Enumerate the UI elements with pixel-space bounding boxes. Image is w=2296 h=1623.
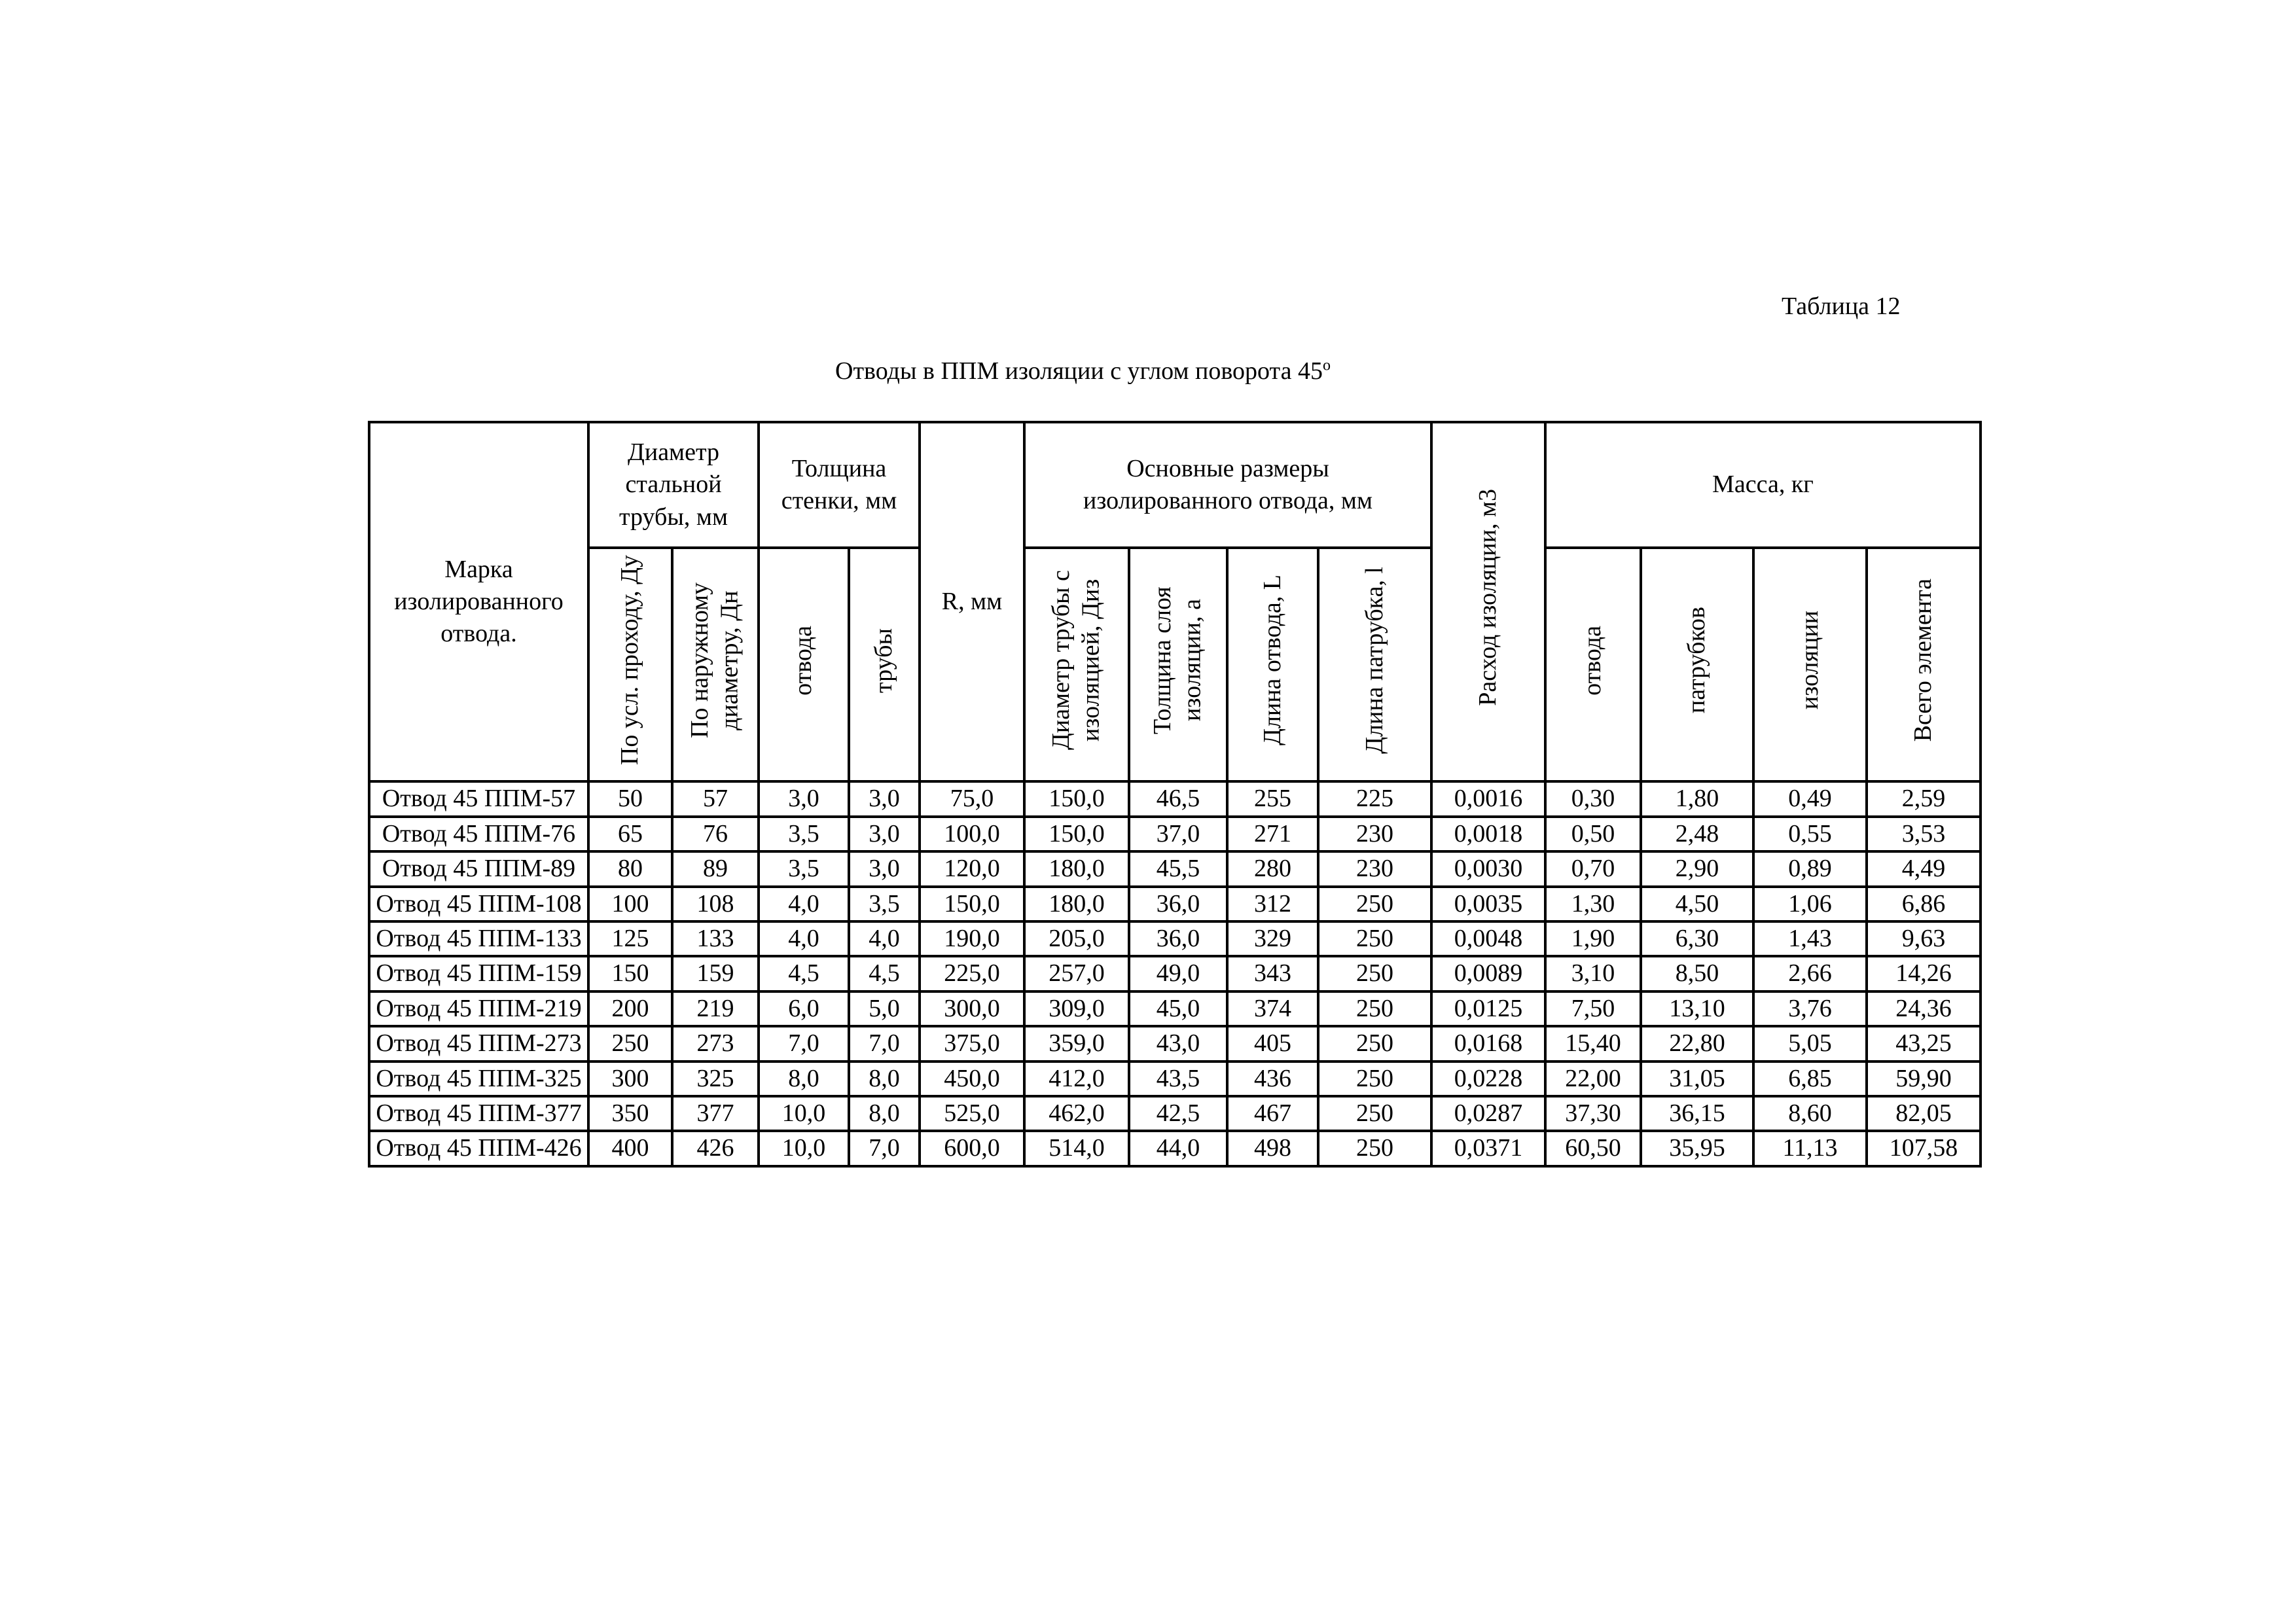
table-cell: 514,0: [1024, 1131, 1129, 1166]
table-cell: 5,0: [849, 991, 920, 1026]
table-cell: 6,30: [1641, 921, 1753, 956]
table-cell: 0,0287: [1431, 1096, 1545, 1131]
table-cell: 3,76: [1753, 991, 1867, 1026]
table-cell: 3,5: [759, 851, 849, 886]
table-cell: 359,0: [1024, 1026, 1129, 1061]
table-cell: 325: [672, 1061, 759, 1096]
table-cell: 10,0: [759, 1096, 849, 1131]
table-row: [369, 887, 1981, 921]
table-cell: 150,0: [1024, 781, 1129, 816]
table-cell: 8,50: [1641, 956, 1753, 991]
table-cell: 36,15: [1641, 1096, 1753, 1131]
table-cell: 4,5: [759, 956, 849, 991]
table-cell: 225,0: [920, 956, 1024, 991]
table-cell: 150: [588, 956, 672, 991]
table-cell: 133: [672, 921, 759, 956]
table-cell: 36,0: [1129, 887, 1227, 921]
table-cell: 8,0: [759, 1061, 849, 1096]
table-cell: 1,90: [1545, 921, 1641, 956]
table-cell: 374: [1227, 991, 1318, 1026]
header-mass: Масса, кг: [1545, 422, 1981, 548]
bends-table: [368, 421, 1982, 1168]
cell-brand: Отвод 45 ППМ-219: [369, 991, 588, 1026]
table-title: [835, 357, 1331, 385]
header-wall-bend: отвода: [759, 548, 849, 781]
table-cell: 100,0: [920, 817, 1024, 851]
cell-brand: Отвод 45 ППМ-133: [369, 921, 588, 956]
table-cell: 2,90: [1641, 851, 1753, 886]
table-cell: 4,50: [1641, 887, 1753, 921]
table-cell: 219: [672, 991, 759, 1026]
table-cell: 108: [672, 887, 759, 921]
header-wall-thickness: Толщина стенки, мм: [759, 422, 920, 548]
table-cell: 309,0: [1024, 991, 1129, 1026]
table-cell: 300,0: [920, 991, 1024, 1026]
table-cell: 125: [588, 921, 672, 956]
cell-brand: Отвод 45 ППМ-108: [369, 887, 588, 921]
table-cell: 0,55: [1753, 817, 1867, 851]
cell-brand: Отвод 45 ППМ-57: [369, 781, 588, 816]
table-cell: 1,06: [1753, 887, 1867, 921]
cell-brand: Отвод 45 ППМ-325: [369, 1061, 588, 1096]
cell-brand: Отвод 45 ППМ-159: [369, 956, 588, 991]
table-cell: 49,0: [1129, 956, 1227, 991]
table-cell: 43,0: [1129, 1026, 1227, 1061]
table-cell: 7,50: [1545, 991, 1641, 1026]
table-cell: 230: [1318, 817, 1431, 851]
table-cell: 76: [672, 817, 759, 851]
table-cell: 24,36: [1867, 991, 1981, 1026]
table-cell: 467: [1227, 1096, 1318, 1131]
table-cell: 412,0: [1024, 1061, 1129, 1096]
table-cell: 0,0168: [1431, 1026, 1545, 1061]
cell-brand: Отвод 45 ППМ-76: [369, 817, 588, 851]
table-cell: 8,60: [1753, 1096, 1867, 1131]
header-diz: Диаметр трубы с изоляцией, Диз: [1024, 548, 1129, 781]
table-cell: 8,0: [849, 1061, 920, 1096]
table-cell: 3,10: [1545, 956, 1641, 991]
table-cell: 7,0: [849, 1131, 920, 1166]
table-cell: 36,0: [1129, 921, 1227, 956]
table-title-text: Отводы в ППМ изоляции с углом поворота 45: [835, 357, 1323, 385]
table-cell: 46,5: [1129, 781, 1227, 816]
table-cell: 7,0: [759, 1026, 849, 1061]
table-cell: 180,0: [1024, 851, 1129, 886]
table-cell: 250: [1318, 1026, 1431, 1061]
table-cell: 50: [588, 781, 672, 816]
table-cell: 0,70: [1545, 851, 1641, 886]
table-row: [369, 1061, 1981, 1096]
table-cell: 271: [1227, 817, 1318, 851]
table-cell: 498: [1227, 1131, 1318, 1166]
table-cell: 150,0: [920, 887, 1024, 921]
table-cell: 329: [1227, 921, 1318, 956]
table-cell: 44,0: [1129, 1131, 1227, 1166]
table-cell: 0,0016: [1431, 781, 1545, 816]
table-cell: 3,0: [759, 781, 849, 816]
table-cell: 57: [672, 781, 759, 816]
table-cell: 65: [588, 817, 672, 851]
table-cell: 7,0: [849, 1026, 920, 1061]
header-mass-total: Всего элемента: [1867, 548, 1981, 781]
table-cell: 4,5: [849, 956, 920, 991]
table-cell: 15,40: [1545, 1026, 1641, 1061]
table-cell: 0,89: [1753, 851, 1867, 886]
table-cell: 450,0: [920, 1061, 1024, 1096]
table-cell: 3,5: [759, 817, 849, 851]
table-cell: 257,0: [1024, 956, 1129, 991]
table-cell: 9,63: [1867, 921, 1981, 956]
table-cell: 14,26: [1867, 956, 1981, 991]
table-cell: 37,30: [1545, 1096, 1641, 1131]
table-cell: 31,05: [1641, 1061, 1753, 1096]
table-cell: 312: [1227, 887, 1318, 921]
table-cell: 107,58: [1867, 1131, 1981, 1166]
table-cell: 6,85: [1753, 1061, 1867, 1096]
table-cell: 0,0048: [1431, 921, 1545, 956]
table-row: [369, 1026, 1981, 1061]
table-cell: 350: [588, 1096, 672, 1131]
table-cell: 600,0: [920, 1131, 1024, 1166]
table-cell: 0,0035: [1431, 887, 1545, 921]
header-dn: По наружному диаметру, Дн: [672, 548, 759, 781]
table-cell: 8,0: [849, 1096, 920, 1131]
table-cell: 82,05: [1867, 1096, 1981, 1131]
table-cell: 0,30: [1545, 781, 1641, 816]
table-cell: 37,0: [1129, 817, 1227, 851]
table-cell: 80: [588, 851, 672, 886]
table-cell: 11,13: [1753, 1131, 1867, 1166]
table-row: [369, 956, 1981, 991]
table-cell: 22,00: [1545, 1061, 1641, 1096]
table-cell: 525,0: [920, 1096, 1024, 1131]
table-cell: 375,0: [920, 1026, 1024, 1061]
table-cell: 4,0: [759, 921, 849, 956]
table-cell: 75,0: [920, 781, 1024, 816]
table-cell: 200: [588, 991, 672, 1026]
table-cell: 190,0: [920, 921, 1024, 956]
table-cell: 2,66: [1753, 956, 1867, 991]
cell-brand: Отвод 45 ППМ-377: [369, 1096, 588, 1131]
table-row: [369, 1131, 1981, 1166]
table-cell: 180,0: [1024, 887, 1129, 921]
table-cell: 377: [672, 1096, 759, 1131]
degree-sign: о: [1322, 357, 1331, 374]
table-cell: 0,0030: [1431, 851, 1545, 886]
table-row: [369, 781, 1981, 816]
table-row: [369, 991, 1981, 1026]
table-cell: 2,48: [1641, 817, 1753, 851]
table-cell: 400: [588, 1131, 672, 1166]
table-cell: 300: [588, 1061, 672, 1096]
table-cell: 436: [1227, 1061, 1318, 1096]
table-cell: 426: [672, 1131, 759, 1166]
table-cell: 10,0: [759, 1131, 849, 1166]
header-brand: Марка изолированного отвода.: [369, 422, 588, 781]
table-cell: 120,0: [920, 851, 1024, 886]
table-cell: 3,5: [849, 887, 920, 921]
table-cell: 5,05: [1753, 1026, 1867, 1061]
header-nozzle-length: Длина патрубка, l: [1318, 548, 1431, 781]
table-cell: 13,10: [1641, 991, 1753, 1026]
table-number: Таблица 12: [1782, 293, 1901, 320]
header-wall-pipe: трубы: [849, 548, 920, 781]
table-cell: 230: [1318, 851, 1431, 886]
table-cell: 22,80: [1641, 1026, 1753, 1061]
header-insulation-thickness: Толщина слоя изоляции, а: [1129, 548, 1227, 781]
table-cell: 1,30: [1545, 887, 1641, 921]
table-cell: 6,0: [759, 991, 849, 1026]
table-cell: 462,0: [1024, 1096, 1129, 1131]
table-cell: 0,0371: [1431, 1131, 1545, 1166]
table-cell: 343: [1227, 956, 1318, 991]
cell-brand: Отвод 45 ППМ-426: [369, 1131, 588, 1166]
table-cell: 250: [1318, 887, 1431, 921]
header-mass-insulation: изоляции: [1753, 548, 1867, 781]
table-cell: 3,0: [849, 817, 920, 851]
header-du: По усл. проходу, Ду: [588, 548, 672, 781]
table-cell: 4,49: [1867, 851, 1981, 886]
header-bend-length: Длина отвода, L: [1227, 548, 1318, 781]
table-cell: 280: [1227, 851, 1318, 886]
table-cell: 250: [1318, 921, 1431, 956]
table-cell: 150,0: [1024, 817, 1129, 851]
table-cell: 4,0: [759, 887, 849, 921]
table-cell: 3,0: [849, 781, 920, 816]
table-cell: 100: [588, 887, 672, 921]
table-cell: 43,25: [1867, 1026, 1981, 1061]
cell-brand: Отвод 45 ППМ-273: [369, 1026, 588, 1061]
table-cell: 42,5: [1129, 1096, 1227, 1131]
table-cell: 405: [1227, 1026, 1318, 1061]
table-cell: 59,90: [1867, 1061, 1981, 1096]
table-cell: 43,5: [1129, 1061, 1227, 1096]
table-cell: 2,59: [1867, 781, 1981, 816]
table-row: [369, 921, 1981, 956]
table-cell: 6,86: [1867, 887, 1981, 921]
table-body: [369, 781, 1981, 1166]
table-cell: 89: [672, 851, 759, 886]
table-cell: 4,0: [849, 921, 920, 956]
table-cell: 225: [1318, 781, 1431, 816]
table-cell: 1,43: [1753, 921, 1867, 956]
table-row: [369, 817, 1981, 851]
table-row: [369, 1096, 1981, 1131]
header-r: R, мм: [920, 422, 1024, 781]
table-cell: 0,50: [1545, 817, 1641, 851]
table-row: [369, 851, 1981, 886]
table-cell: 250: [1318, 1096, 1431, 1131]
table-cell: 3,53: [1867, 817, 1981, 851]
table-cell: 60,50: [1545, 1131, 1641, 1166]
table-cell: 1,80: [1641, 781, 1753, 816]
header-steel-pipe-diameter: Диаметр стальной трубы, мм: [588, 422, 759, 548]
table-cell: 45,5: [1129, 851, 1227, 886]
table-cell: 0,49: [1753, 781, 1867, 816]
table-cell: 3,0: [849, 851, 920, 886]
header-mass-bend: отвода: [1545, 548, 1641, 781]
table-cell: 273: [672, 1026, 759, 1061]
table-cell: 250: [1318, 956, 1431, 991]
table-cell: 0,0089: [1431, 956, 1545, 991]
table-cell: 205,0: [1024, 921, 1129, 956]
table-cell: 250: [1318, 1131, 1431, 1166]
header-mass-nozzles: патрубков: [1641, 548, 1753, 781]
table-cell: 45,0: [1129, 991, 1227, 1026]
table-cell: 0,0125: [1431, 991, 1545, 1026]
table-cell: 159: [672, 956, 759, 991]
table-cell: 35,95: [1641, 1131, 1753, 1166]
table-cell: 0,0018: [1431, 817, 1545, 851]
table-cell: 255: [1227, 781, 1318, 816]
table-cell: 0,0228: [1431, 1061, 1545, 1096]
header-main-dimensions: Основные размеры изолированного отвода, мм: [1024, 422, 1431, 548]
table-cell: 250: [588, 1026, 672, 1061]
header-insulation-consumption: Расход изоляции, м3: [1431, 422, 1545, 781]
cell-brand: Отвод 45 ППМ-89: [369, 851, 588, 886]
table-cell: 250: [1318, 1061, 1431, 1096]
table-cell: 250: [1318, 991, 1431, 1026]
